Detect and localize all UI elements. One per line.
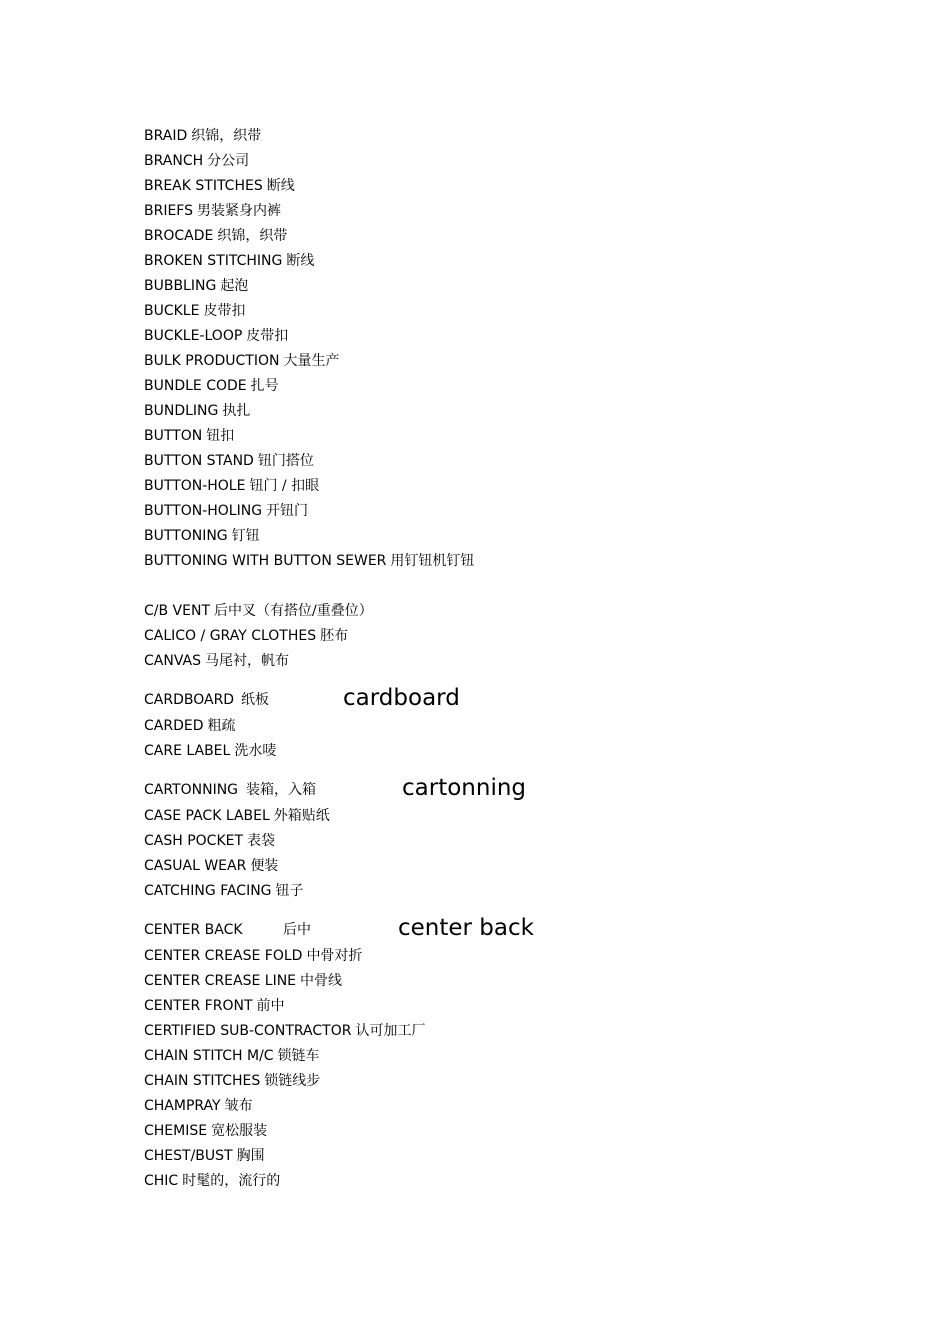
term-english: CASH POCKET xyxy=(144,833,244,849)
term-chinese: 胚布 xyxy=(320,628,349,644)
term-english: CENTER CREASE LINE xyxy=(144,973,297,989)
term-chinese: 织锦，织带 xyxy=(217,228,288,244)
term-english: BUNDLE CODE xyxy=(144,378,247,394)
term-chinese: 宽松服装 xyxy=(211,1123,268,1139)
term-english: BUNDLING xyxy=(144,403,219,419)
glossary-entry xyxy=(144,249,904,274)
term-english: BUTTON-HOLE xyxy=(144,478,246,494)
term-english: CHEST/BUST xyxy=(144,1148,233,1164)
term-chinese: 洗水唛 xyxy=(234,743,277,759)
term-chinese: 钮子 xyxy=(275,883,304,899)
term-english: BROKEN STITCHING xyxy=(144,253,283,269)
glossary-entry xyxy=(144,299,904,324)
term-english: CENTER FRONT xyxy=(144,998,253,1014)
glossary-entry xyxy=(144,714,904,739)
term-chinese: 钮扣 xyxy=(206,428,235,444)
term-english: CATCHING FACING xyxy=(144,883,272,899)
term-chinese: 用钉钮机钉钮 xyxy=(390,553,475,569)
term-chinese: 钮门 / 扣眼 xyxy=(249,478,320,494)
term-chinese: 便装 xyxy=(250,858,279,874)
glossary-entry xyxy=(144,499,904,524)
term-chinese: 皮带扣 xyxy=(203,303,246,319)
term-chinese: 执扎 xyxy=(222,403,251,419)
term-chinese: 时髦的，流行的 xyxy=(182,1173,281,1189)
term-chinese: 大量生产 xyxy=(283,353,340,369)
paragraph-gap xyxy=(144,574,904,599)
term-english: CENTER CREASE FOLD xyxy=(144,948,303,964)
term-chinese: 外箱贴纸 xyxy=(273,808,330,824)
glossary-entry xyxy=(144,449,904,474)
term-english: CARDBOARD xyxy=(144,692,235,708)
glossary-entry xyxy=(144,804,904,829)
term-chinese: 表袋 xyxy=(247,833,276,849)
term-english: CHIC xyxy=(144,1173,179,1189)
glossary-entry xyxy=(144,224,904,249)
term-english: BUTTON-HOLING xyxy=(144,503,263,519)
term-english: CHAIN STITCHES xyxy=(144,1073,261,1089)
glossary-entry xyxy=(144,274,904,299)
term-english: CALICO / GRAY CLOTHES xyxy=(144,628,317,644)
glossary-entry xyxy=(144,424,904,449)
term-chinese: 胸围 xyxy=(236,1148,265,1164)
term-chinese: 马尾衬，帆布 xyxy=(204,653,289,669)
glossary-entry xyxy=(144,324,904,349)
term-english: BROCADE xyxy=(144,228,214,244)
glossary-entry xyxy=(144,374,904,399)
glossary-entry xyxy=(144,599,904,624)
term-english: CERTIFIED SUB-CONTRACTOR xyxy=(144,1023,352,1039)
glossary-entry xyxy=(144,1019,904,1044)
glossary-entry xyxy=(144,739,904,764)
glossary-entry xyxy=(144,199,904,224)
term-chinese: 分公司 xyxy=(207,153,250,169)
glossary-entry-annotated xyxy=(144,764,904,804)
term-english: C/B VENT xyxy=(144,603,210,619)
term-english: CHAMPRAY xyxy=(144,1098,221,1114)
term-chinese: 中骨对折 xyxy=(306,948,363,964)
term-chinese: 皱布 xyxy=(224,1098,253,1114)
glossary-entry xyxy=(144,549,904,574)
term-english: CANVAS xyxy=(144,653,201,669)
glossary-entry xyxy=(144,474,904,499)
term-annotation: center back xyxy=(398,915,534,941)
term-chinese: 后中叉（有搭位/重叠位） xyxy=(214,603,373,619)
glossary-entry xyxy=(144,1144,904,1169)
term-english: BUCKLE-LOOP xyxy=(144,328,243,344)
glossary-entry xyxy=(144,879,904,904)
term-english: BRAID xyxy=(144,128,188,144)
term-chinese: 锁链车 xyxy=(277,1048,320,1064)
term-english: BRIEFS xyxy=(144,203,193,219)
glossary-entry xyxy=(144,149,904,174)
term-chinese: 起泡 xyxy=(220,278,249,294)
term-english: CHAIN STITCH M/C xyxy=(144,1048,274,1064)
term-chinese: 织锦，织带 xyxy=(191,128,262,144)
term-english: CARDED xyxy=(144,718,204,734)
term-chinese: 粗疏 xyxy=(207,718,236,734)
glossary-entry xyxy=(144,649,904,674)
term-english: BUTTONING WITH BUTTON SEWER xyxy=(144,553,387,569)
term-english: BUTTON xyxy=(144,428,203,444)
term-english: BUBBLING xyxy=(144,278,217,294)
glossary-entry xyxy=(144,1044,904,1069)
glossary-entry xyxy=(144,994,904,1019)
term-english: CARE LABEL xyxy=(144,743,231,759)
glossary-entry xyxy=(144,854,904,879)
term-chinese: 扎号 xyxy=(250,378,279,394)
term-chinese: 前中 xyxy=(256,998,285,1014)
glossary-entry xyxy=(144,174,904,199)
glossary-list xyxy=(144,124,904,1194)
term-english: BREAK STITCHES xyxy=(144,178,263,194)
term-english: BUTTONING xyxy=(144,528,228,544)
term-annotation: cardboard xyxy=(343,685,460,711)
glossary-entry xyxy=(144,624,904,649)
term-english: CENTER BACK xyxy=(144,922,243,938)
term-chinese: 断线 xyxy=(286,253,315,269)
term-english: CHEMISE xyxy=(144,1123,208,1139)
glossary-entry xyxy=(144,1169,904,1194)
glossary-entry-annotated xyxy=(144,674,904,714)
glossary-entry xyxy=(144,969,904,994)
term-chinese: 男装紧身内裤 xyxy=(197,203,281,219)
glossary-entry xyxy=(144,1069,904,1094)
term-chinese: 断线 xyxy=(266,178,295,194)
term-english: BULK PRODUCTION xyxy=(144,353,280,369)
glossary-entry xyxy=(144,944,904,969)
term-english: BUTTON STAND xyxy=(144,453,254,469)
term-chinese: 后中 xyxy=(283,922,311,938)
term-chinese: 中骨线 xyxy=(300,973,343,989)
term-chinese: 钉钮 xyxy=(231,528,260,544)
term-chinese: 开钮门 xyxy=(266,503,309,519)
term-english: CARTONNING xyxy=(144,782,239,798)
term-english: BUCKLE xyxy=(144,303,200,319)
term-chinese: 锁链线步 xyxy=(264,1073,321,1089)
term-chinese: 装箱，入箱 xyxy=(246,782,316,798)
glossary-entry xyxy=(144,124,904,149)
glossary-entry xyxy=(144,1119,904,1144)
term-english: BRANCH xyxy=(144,153,204,169)
glossary-entry-annotated xyxy=(144,904,904,944)
term-english: CASE PACK LABEL xyxy=(144,808,270,824)
glossary-entry xyxy=(144,524,904,549)
term-annotation: cartonning xyxy=(402,775,527,801)
glossary-entry xyxy=(144,1094,904,1119)
term-chinese: 钮门搭位 xyxy=(257,453,314,469)
term-chinese: 认可加工厂 xyxy=(355,1023,426,1039)
term-english: CASUAL WEAR xyxy=(144,858,247,874)
term-chinese: 皮带扣 xyxy=(246,328,289,344)
term-chinese: 纸板 xyxy=(241,692,269,708)
glossary-entry xyxy=(144,399,904,424)
glossary-entry xyxy=(144,349,904,374)
glossary-entry xyxy=(144,829,904,854)
